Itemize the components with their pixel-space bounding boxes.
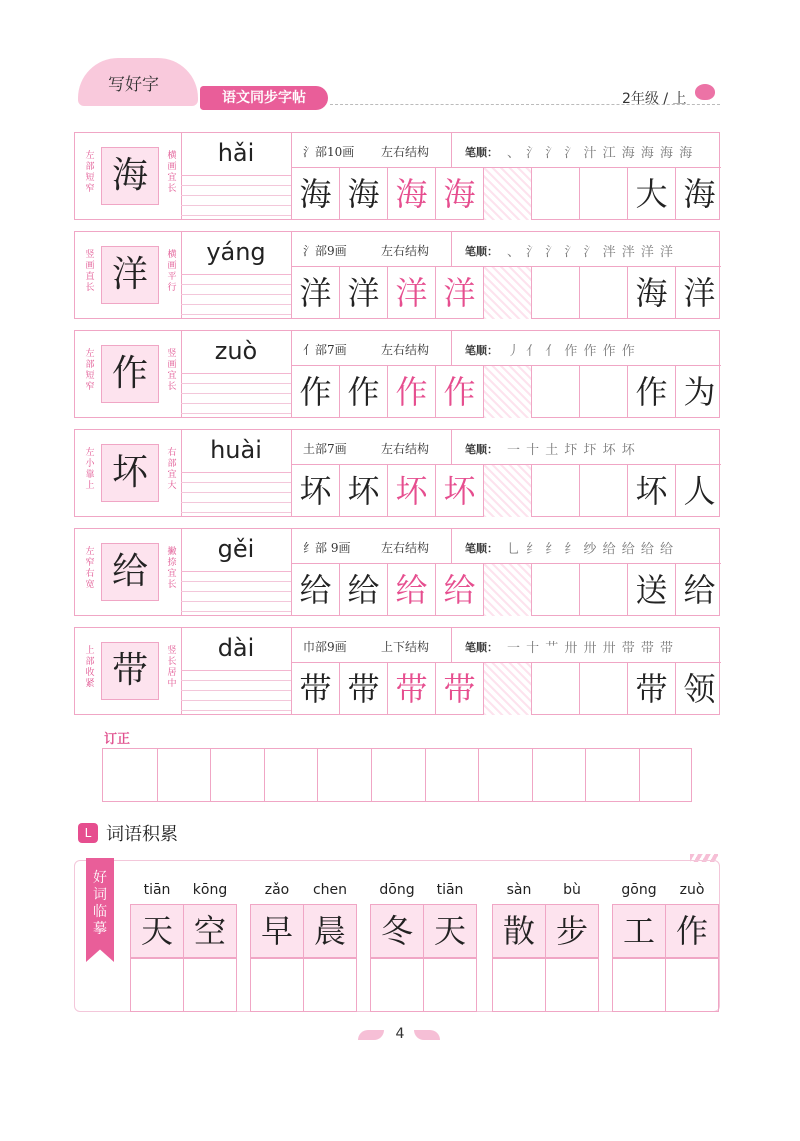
grade-label: 2年级 / 上	[622, 91, 687, 107]
divider	[451, 133, 452, 167]
empty-cell[interactable]	[483, 366, 531, 418]
practice-row	[74, 528, 720, 616]
pinyin: hǎi	[217, 139, 255, 167]
practice-char: 海	[627, 267, 675, 319]
correction-cell[interactable]	[371, 749, 425, 801]
empty-cell[interactable]	[531, 366, 579, 418]
practice-char: 给	[291, 564, 339, 616]
word-char: 散	[492, 904, 546, 958]
divider	[451, 331, 452, 365]
empty-cell[interactable]	[579, 663, 627, 715]
empty-cell[interactable]	[579, 267, 627, 319]
practice-char: 带	[387, 663, 435, 715]
divider	[451, 628, 452, 662]
practice-char: 送	[627, 564, 675, 616]
empty-cell[interactable]	[531, 564, 579, 616]
stroke-order-label: 笔顺：	[465, 146, 498, 159]
radical-info: 土部7画	[303, 442, 347, 456]
stroke-order: 、 氵 氵 氵 氵 泮 泮 洋 洋	[507, 245, 675, 260]
stroke-order-label: 笔顺：	[465, 542, 498, 555]
correction-label: 订正	[104, 732, 131, 747]
word-char: 晨	[303, 904, 357, 958]
section-title: 词语积累	[106, 824, 178, 845]
word-practice-cell[interactable]	[423, 958, 477, 1012]
word-pinyin: tiān	[143, 882, 171, 898]
practice-char: 作	[291, 366, 339, 418]
word-practice-cell[interactable]	[303, 958, 357, 1012]
practice-char: 给	[675, 564, 723, 616]
word-practice-cell[interactable]	[545, 958, 599, 1012]
word-pinyin: zǎo	[264, 882, 290, 898]
correction-cell[interactable]	[317, 749, 371, 801]
pinyin: dài	[217, 634, 255, 662]
practice-char: 人	[675, 465, 723, 517]
writing-grid	[291, 563, 721, 616]
correction-cell[interactable]	[425, 749, 479, 801]
note-right: 竖长居中	[167, 646, 177, 689]
note-left: 上部收紧	[85, 646, 95, 689]
practice-char: 海	[387, 168, 435, 220]
pinyin: gěi	[217, 535, 255, 563]
practice-char: 海	[435, 168, 483, 220]
empty-cell[interactable]	[531, 663, 579, 715]
word-practice-cell[interactable]	[183, 958, 237, 1012]
empty-cell[interactable]	[579, 564, 627, 616]
pinyin-lines	[181, 373, 291, 414]
note-right: 横画平行	[167, 250, 177, 293]
book-subtitle: 语文同步字帖	[200, 86, 328, 110]
correction-cell[interactable]	[210, 749, 264, 801]
word-practice-cell[interactable]	[665, 958, 719, 1012]
divider	[451, 430, 452, 464]
model-char: 给	[101, 543, 159, 601]
correction-grid[interactable]	[102, 748, 692, 802]
note-left: 左窄右宽	[85, 547, 95, 590]
practice-char: 给	[435, 564, 483, 616]
practice-char: 坏	[387, 465, 435, 517]
practice-char: 坏	[435, 465, 483, 517]
practice-char: 为	[675, 366, 723, 418]
empty-cell[interactable]	[579, 465, 627, 517]
model-char: 海	[101, 147, 159, 205]
note-right: 横画宜长	[167, 151, 177, 194]
structure-info: 左右结构	[381, 343, 430, 357]
word-pinyin: chen	[312, 882, 348, 898]
radical-info: 氵部9画	[303, 244, 347, 258]
practice-char: 洋	[387, 267, 435, 319]
model-char: 洋	[101, 246, 159, 304]
practice-row	[74, 330, 720, 418]
word-practice-cell[interactable]	[250, 958, 304, 1012]
practice-row	[74, 429, 720, 517]
word-pinyin: dōng	[379, 882, 415, 898]
practice-char: 带	[435, 663, 483, 715]
note-left: 左部短窄	[85, 151, 95, 194]
pinyin: zuò	[214, 337, 258, 365]
practice-char: 大	[627, 168, 675, 220]
note-right: 撇捺宜长	[167, 547, 177, 590]
model-char: 坏	[101, 444, 159, 502]
stroke-order-label: 笔顺：	[465, 344, 498, 357]
writing-grid	[291, 662, 721, 715]
pinyin: huài	[210, 436, 262, 464]
divider	[451, 529, 452, 563]
stroke-order-label: 笔顺：	[465, 245, 498, 258]
practice-char: 带	[291, 663, 339, 715]
word-pinyin: bù	[563, 882, 581, 898]
correction-cell[interactable]	[532, 749, 586, 801]
book-title: 写好字	[108, 75, 159, 95]
pinyin-lines	[181, 571, 291, 612]
pinyin-lines	[181, 175, 291, 216]
writing-grid	[291, 167, 721, 220]
section-icon: L	[78, 823, 98, 843]
note-left: 左小靠上	[85, 448, 95, 491]
word-char: 天	[130, 904, 184, 958]
practice-row	[74, 132, 720, 220]
stroke-order-label: 笔顺：	[465, 443, 498, 456]
word-practice-cell[interactable]	[612, 958, 666, 1012]
word-pinyin: sàn	[506, 882, 532, 898]
empty-cell[interactable]	[483, 267, 531, 319]
page-number: 4	[395, 1026, 405, 1042]
word-char: 空	[183, 904, 237, 958]
correction-cell[interactable]	[157, 749, 211, 801]
practice-char: 洋	[291, 267, 339, 319]
stroke-order: 乚 纟 纟 纟 纱 给 给 给 给	[507, 542, 675, 557]
empty-cell[interactable]	[579, 168, 627, 220]
word-char: 步	[545, 904, 599, 958]
empty-cell[interactable]	[531, 465, 579, 517]
stroke-order-label: 笔顺：	[465, 641, 498, 654]
radical-info: 氵部10画	[303, 145, 355, 159]
empty-cell[interactable]	[531, 168, 579, 220]
note-right: 竖画宜长	[167, 349, 177, 392]
practice-char: 作	[435, 366, 483, 418]
structure-info: 左右结构	[381, 145, 430, 159]
word-pinyin: tiān	[436, 882, 464, 898]
note-left: 左部短窄	[85, 349, 95, 392]
practice-char: 给	[339, 564, 387, 616]
pinyin-lines	[181, 670, 291, 711]
practice-char: 海	[291, 168, 339, 220]
model-char: 带	[101, 642, 159, 700]
word-char: 天	[423, 904, 477, 958]
note-right: 右部宜大	[167, 448, 177, 491]
empty-cell[interactable]	[531, 267, 579, 319]
pinyin: yáng	[206, 238, 266, 266]
empty-cell[interactable]	[579, 366, 627, 418]
word-char: 早	[250, 904, 304, 958]
radical-info: 纟部 9画	[303, 541, 351, 555]
ribbon-label: 好词临摹	[93, 870, 107, 937]
correction-cell[interactable]	[478, 749, 532, 801]
model-char: 作	[101, 345, 159, 403]
stroke-order: 、 氵 氵 氵 汁 江 海 海 海 海	[507, 146, 694, 161]
correction-cell[interactable]	[264, 749, 318, 801]
practice-char: 坏	[339, 465, 387, 517]
stroke-order: 丿 亻 亻 作 作 作 作	[507, 344, 636, 359]
practice-char: 洋	[675, 267, 723, 319]
word-practice-cell[interactable]	[492, 958, 546, 1012]
structure-info: 左右结构	[381, 541, 430, 555]
writing-grid	[291, 266, 721, 319]
writing-grid	[291, 464, 721, 517]
word-char: 作	[665, 904, 719, 958]
practice-row	[74, 627, 720, 715]
radical-info: 巾部9画	[303, 640, 347, 654]
word-char: 工	[612, 904, 666, 958]
word-practice-cell[interactable]	[370, 958, 424, 1012]
stroke-order: 一 十 土 圷 圷 坏 坏	[507, 443, 636, 458]
practice-char: 领	[675, 663, 723, 715]
practice-char: 海	[339, 168, 387, 220]
correction-cell[interactable]	[585, 749, 639, 801]
practice-char: 坏	[627, 465, 675, 517]
structure-info: 上下结构	[381, 640, 430, 654]
divider	[451, 232, 452, 266]
empty-cell[interactable]	[483, 465, 531, 517]
practice-row	[74, 231, 720, 319]
practice-char: 海	[675, 168, 723, 220]
writing-grid	[291, 365, 721, 418]
practice-char: 作	[387, 366, 435, 418]
note-left: 竖画直长	[85, 250, 95, 293]
page-decor-right	[414, 1030, 440, 1040]
practice-char: 带	[339, 663, 387, 715]
empty-cell[interactable]	[483, 168, 531, 220]
structure-info: 左右结构	[381, 244, 430, 258]
pinyin-lines	[181, 472, 291, 513]
structure-info: 左右结构	[381, 442, 430, 456]
empty-cell[interactable]	[483, 663, 531, 715]
radical-info: 亻部7画	[303, 343, 347, 357]
word-pinyin: gōng	[621, 882, 657, 898]
word-pinyin: zuò	[679, 882, 705, 898]
word-char: 冬	[370, 904, 424, 958]
word-practice-cell[interactable]	[130, 958, 184, 1012]
practice-char: 带	[627, 663, 675, 715]
practice-char: 作	[339, 366, 387, 418]
practice-char: 给	[387, 564, 435, 616]
empty-cell[interactable]	[483, 564, 531, 616]
bird-icon	[695, 84, 715, 100]
stroke-order: 一 十 艹 卅 卅 卅 带 带 带	[507, 641, 675, 656]
practice-char: 洋	[435, 267, 483, 319]
practice-char: 洋	[339, 267, 387, 319]
correction-cell[interactable]	[639, 749, 693, 801]
pinyin-lines	[181, 274, 291, 315]
practice-char: 坏	[291, 465, 339, 517]
word-pinyin: kōng	[192, 882, 228, 898]
practice-char: 作	[627, 366, 675, 418]
